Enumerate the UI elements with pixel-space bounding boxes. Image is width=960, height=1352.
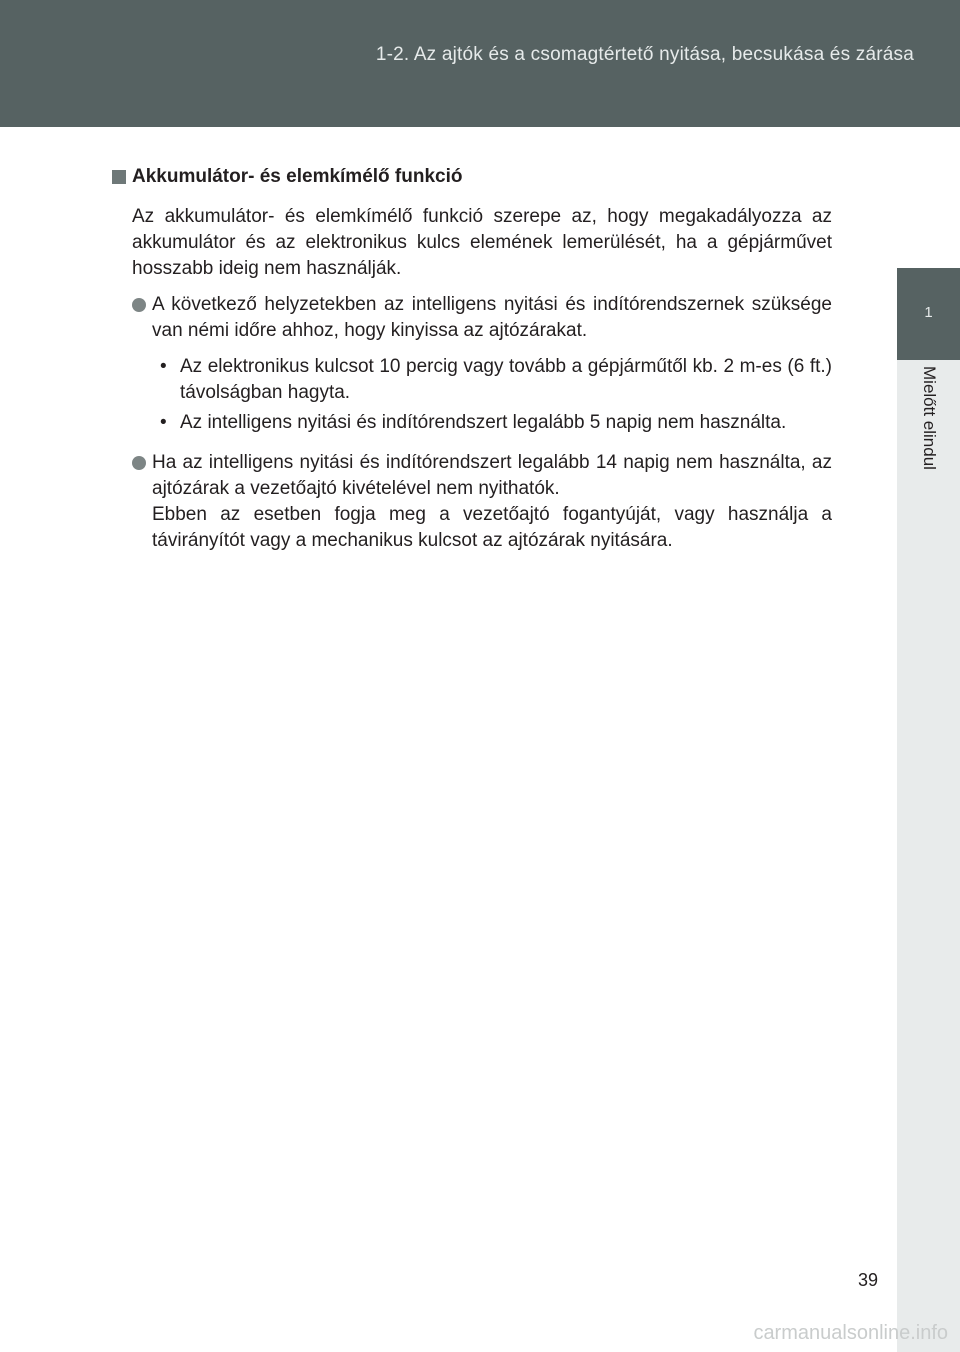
list-item-body	[152, 292, 832, 440]
list-item	[132, 292, 832, 440]
chapter-label: Mielőtt elindul	[920, 366, 939, 470]
list-item-body	[152, 450, 832, 554]
section-title: 1-2. Az ajtók és a csomagtértető nyitása, becsukása és zárása	[375, 44, 914, 65]
list-item	[132, 450, 832, 554]
sub-bullet-marker: •	[160, 412, 167, 433]
list-item-text: Ha az intelligens nyitási és indítórendszert legalább 14 napig nem használta, az ajtózárak a vezetőajtó kivételével nem nyithatók.	[152, 452, 832, 499]
list-item-text-continued: Ebben az esetben fogja meg a vezetőajtó fogantyúját, vagy használja a távirányítót vagy a mechanikus kulcsot az ajtózárak nyitására.	[152, 504, 832, 551]
watermark: carmanualsonline.info	[753, 1322, 948, 1344]
page-number: 39	[858, 1270, 879, 1290]
square-bullet-icon	[112, 170, 126, 184]
chapter-number: 1	[924, 304, 933, 321]
sub-list-item-text: Az elektronikus kulcsot 10 percig vagy tovább a gépjárműtől kb. 2 m-es (6 ft.) távolságban hagyta.	[180, 356, 832, 403]
sub-list	[152, 354, 832, 436]
list-item-text: A következő helyzetekben az intelligens nyitási és indítórendszernek szüksége van némi időre ahhoz, hogy kinyissa az ajtózárakat.	[152, 294, 832, 341]
circle-bullet-icon	[132, 298, 146, 312]
chapter-tab	[897, 268, 960, 360]
page-content	[112, 164, 832, 564]
header-band	[0, 0, 960, 127]
heading-text: Akkumulátor- és elemkímélő funkció	[132, 166, 463, 187]
side-strip	[897, 360, 960, 1352]
sub-list-item	[152, 354, 832, 406]
intro-paragraph: Az akkumulátor- és elemkímélő funkció szerepe az, hogy megakadályozza az akkumulátor és az elektronikus kulcs elemének lemerülését, ha a gépjárművet hosszabb ideig nem használják.	[132, 206, 832, 279]
sub-list-item-text: Az intelligens nyitási és indítórendszert legalább 5 napig nem használta.	[180, 412, 787, 433]
sub-bullet-marker: •	[160, 356, 167, 377]
sub-list-item	[152, 410, 832, 436]
section-heading	[112, 164, 832, 190]
circle-bullet-icon	[132, 456, 146, 470]
